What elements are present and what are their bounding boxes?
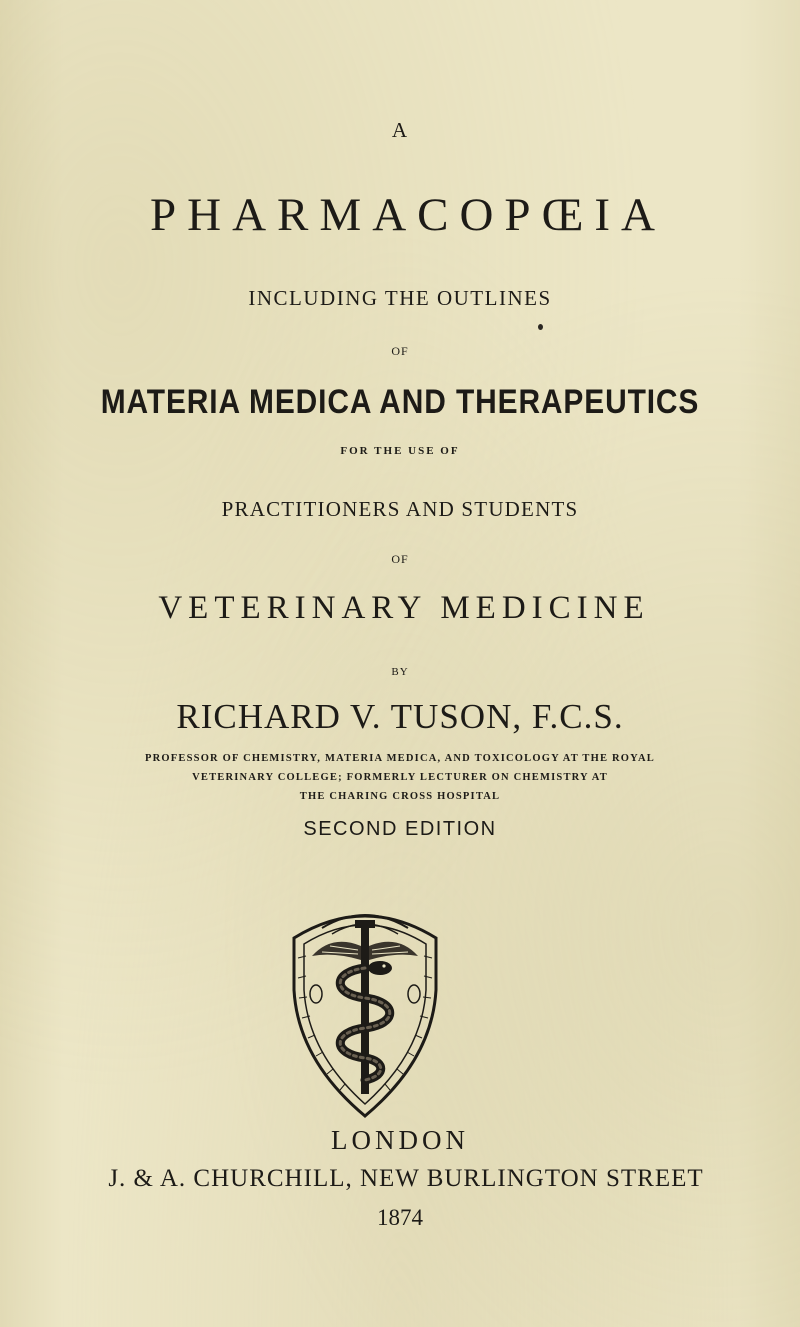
credentials-line: PROFESSOR OF CHEMISTRY, MATERIA MEDICA, AND TOXICOLOGY AT THE ROYAL (145, 753, 655, 764)
author-name: RICHARD V. TUSON, F.C.S. (176, 697, 624, 736)
connector-of-1: OF (391, 344, 409, 358)
publisher-device-serpent-staff-icon (282, 898, 448, 1120)
connector-of-2: OF (391, 552, 409, 566)
credentials-line: VETERINARY COLLEGE; FORMERLY LECTURER ON CHEMISTRY AT (192, 772, 608, 783)
field-heading: VETERINARY MEDICINE (158, 590, 650, 626)
imprint-year: 1874 (377, 1205, 423, 1230)
subtitle-including-outlines: INCLUDING THE OUTLINES (248, 286, 552, 310)
imprint-place: LONDON (331, 1125, 469, 1155)
imprint-publisher: J. & A. CHURCHILL, NEW BURLINGTON STREET (108, 1165, 704, 1192)
credentials-line: THE CHARING CROSS HOSPITAL (299, 791, 501, 802)
subject-heading: MATERIA MEDICA AND THERAPEUTICS (100, 383, 700, 421)
author-credentials (0, 749, 800, 806)
ink-dot (538, 324, 543, 330)
book-title: PHARMACOPŒIA (150, 189, 666, 241)
title-article: A (391, 118, 409, 142)
by-line: BY (391, 666, 409, 678)
for-the-use-of: FOR THE USE OF (340, 445, 460, 457)
audience-heading: PRACTITIONERS AND STUDENTS (221, 497, 579, 521)
edition-label: SECOND EDITION (303, 818, 497, 840)
